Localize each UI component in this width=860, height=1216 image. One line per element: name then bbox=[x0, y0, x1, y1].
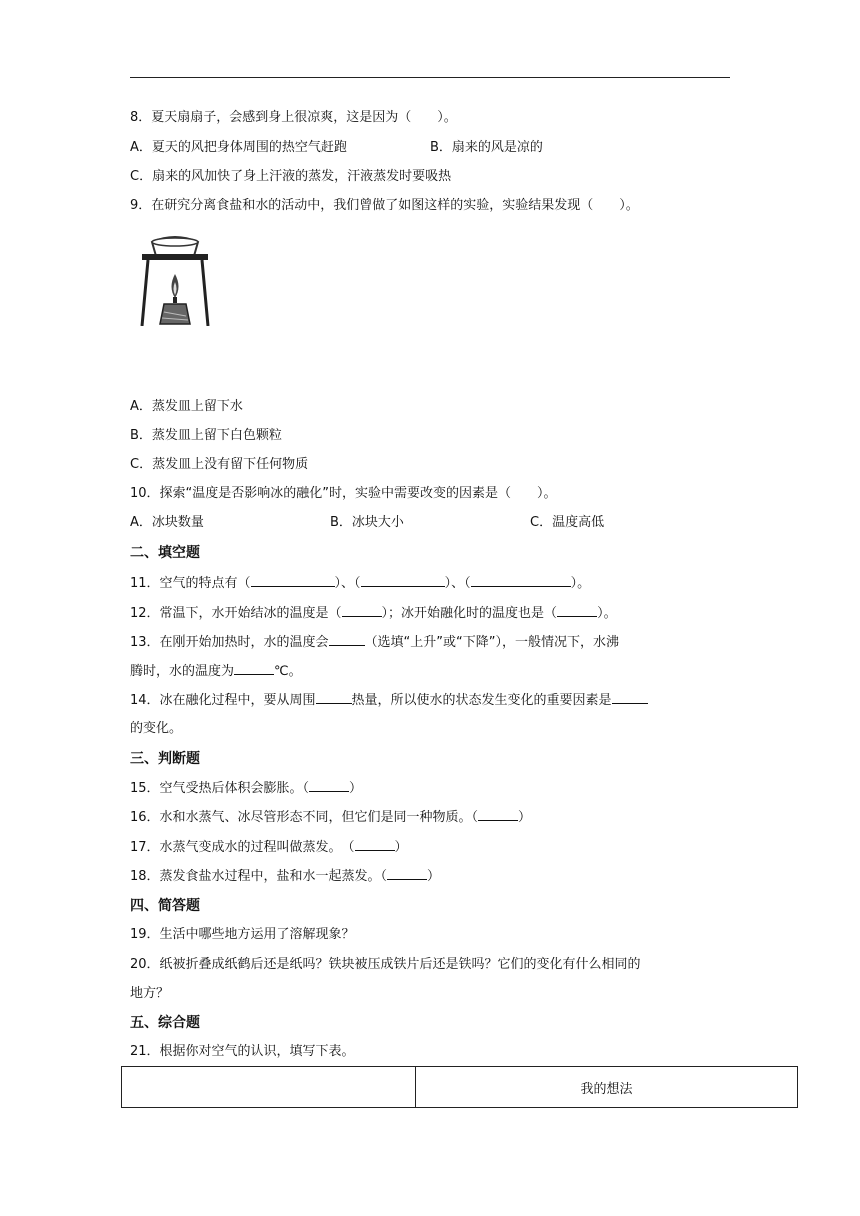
answer-blank[interactable] bbox=[329, 632, 365, 646]
answer-blank[interactable] bbox=[478, 807, 518, 821]
question-13-line-1 bbox=[130, 632, 619, 653]
question-16-text-1: 16．水和水蒸气、冰尽管形态不同，但它们是同一种物质。（ bbox=[130, 810, 479, 825]
question-20-line-2: 地方？ bbox=[130, 986, 170, 1001]
question-8-option-a: A．夏天的风把身体周围的热空气赶跑 bbox=[130, 140, 347, 155]
table-cell[interactable] bbox=[122, 1067, 416, 1108]
header-rule bbox=[130, 77, 730, 78]
question-15-text-2: ） bbox=[349, 781, 363, 796]
answer-blank[interactable] bbox=[387, 866, 427, 880]
question-14-text-1: 14．冰在融化过程中，要从周围 bbox=[130, 693, 316, 708]
question-11-text-1: 11．空气的特点有（ bbox=[130, 576, 251, 591]
question-17 bbox=[130, 837, 408, 858]
answer-blank[interactable] bbox=[355, 837, 395, 851]
question-12 bbox=[130, 603, 617, 624]
answer-blank[interactable] bbox=[316, 690, 352, 704]
question-13-text-3: 腾时，水的温度为 bbox=[130, 664, 235, 679]
air-knowledge-table bbox=[121, 1066, 798, 1108]
question-9-stem: 9．在研究分离食盐和水的活动中，我们曾做了如图这样的实验，实验结果发现（ ）。 bbox=[130, 198, 639, 213]
question-13-text-1: 13．在刚开始加热时，水的温度会 bbox=[130, 635, 329, 650]
answer-blank[interactable] bbox=[234, 661, 274, 675]
evaporating-dish-on-alcohol-lamp-icon bbox=[138, 232, 212, 326]
question-12-text-2: ）；冰开始融化时的温度也是（ bbox=[381, 606, 558, 621]
answer-blank[interactable] bbox=[471, 573, 571, 587]
answer-blank[interactable] bbox=[342, 603, 382, 617]
answer-blank[interactable] bbox=[251, 573, 335, 587]
question-15-text-1: 15．空气受热后体积会膨胀。（ bbox=[130, 781, 310, 796]
question-11-text-2: ）、（ bbox=[334, 576, 361, 591]
question-15 bbox=[130, 778, 362, 799]
question-8-option-b: B．扇来的风是凉的 bbox=[430, 140, 543, 155]
question-16-text-2: ） bbox=[518, 810, 532, 825]
question-14-text-3: 的变化。 bbox=[130, 721, 183, 736]
question-13-text-2: （选填“上升”或“下降”），一般情况下，水沸 bbox=[364, 635, 619, 650]
table-row bbox=[122, 1067, 798, 1108]
table-header-my-thoughts: 我的想法 bbox=[416, 1067, 798, 1108]
question-18-text-1: 18．蒸发食盐水过程中，盐和水一起蒸发。（ bbox=[130, 869, 388, 884]
question-19: 19．生活中哪些地方运用了溶解现象？ bbox=[130, 927, 355, 942]
answer-blank[interactable] bbox=[612, 690, 648, 704]
question-17-text-1: 17．水蒸气变成水的过程叫做蒸发。 （ bbox=[130, 840, 355, 855]
question-11-text-3: ）、（ bbox=[444, 576, 471, 591]
question-9-option-c: C．蒸发皿上没有留下任何物质 bbox=[130, 457, 309, 472]
question-20-line-1: 20．纸被折叠成纸鹤后还是纸吗？铁块被压成铁片后还是铁吗？它们的变化有什么相同的 bbox=[130, 957, 641, 972]
question-8-option-c: C．扇来的风加快了身上汗液的蒸发，汗液蒸发时要吸热 bbox=[130, 169, 452, 184]
question-9-option-b: B．蒸发皿上留下白色颗粒 bbox=[130, 428, 282, 443]
question-18 bbox=[130, 866, 440, 887]
question-13-line-2 bbox=[130, 661, 302, 682]
section-heading-true-false: 三、判断题 bbox=[130, 751, 200, 767]
question-14-text-2: 热量，所以使水的状态发生变化的重要因素是 bbox=[351, 693, 612, 708]
section-heading-short-answer: 四、简答题 bbox=[130, 898, 200, 914]
question-13-text-4: ℃。 bbox=[274, 664, 302, 679]
question-12-text-1: 12．常温下，水开始结冰的温度是（ bbox=[130, 606, 342, 621]
answer-blank[interactable] bbox=[309, 778, 349, 792]
answer-blank[interactable] bbox=[557, 603, 597, 617]
question-11 bbox=[130, 573, 590, 594]
question-9-option-a: A．蒸发皿上留下水 bbox=[130, 399, 243, 414]
answer-blank[interactable] bbox=[361, 573, 445, 587]
question-10-option-c: C．温度高低 bbox=[530, 515, 605, 530]
question-10-option-a: A．冰块数量 bbox=[130, 515, 204, 530]
question-10-stem: 10．探索“温度是否影响冰的融化”时，实验中需要改变的因素是（ ）。 bbox=[130, 486, 557, 501]
question-10-option-b: B．冰块大小 bbox=[330, 515, 404, 530]
question-17-text-2: ） bbox=[394, 840, 408, 855]
question-8-stem: 8．夏天扇扇子，会感到身上很凉爽，这是因为（ ）。 bbox=[130, 110, 457, 125]
section-heading-comprehensive: 五、综合题 bbox=[130, 1015, 200, 1031]
question-14-line-1 bbox=[130, 690, 648, 711]
question-16 bbox=[130, 807, 531, 828]
question-11-text-4: ）。 bbox=[570, 576, 591, 591]
section-heading-fill-in: 二、填空题 bbox=[130, 545, 200, 561]
question-21: 21．根据你对空气的认识，填写下表。 bbox=[130, 1044, 355, 1059]
question-18-text-2: ） bbox=[427, 869, 441, 884]
question-12-text-3: ）。 bbox=[597, 606, 617, 621]
